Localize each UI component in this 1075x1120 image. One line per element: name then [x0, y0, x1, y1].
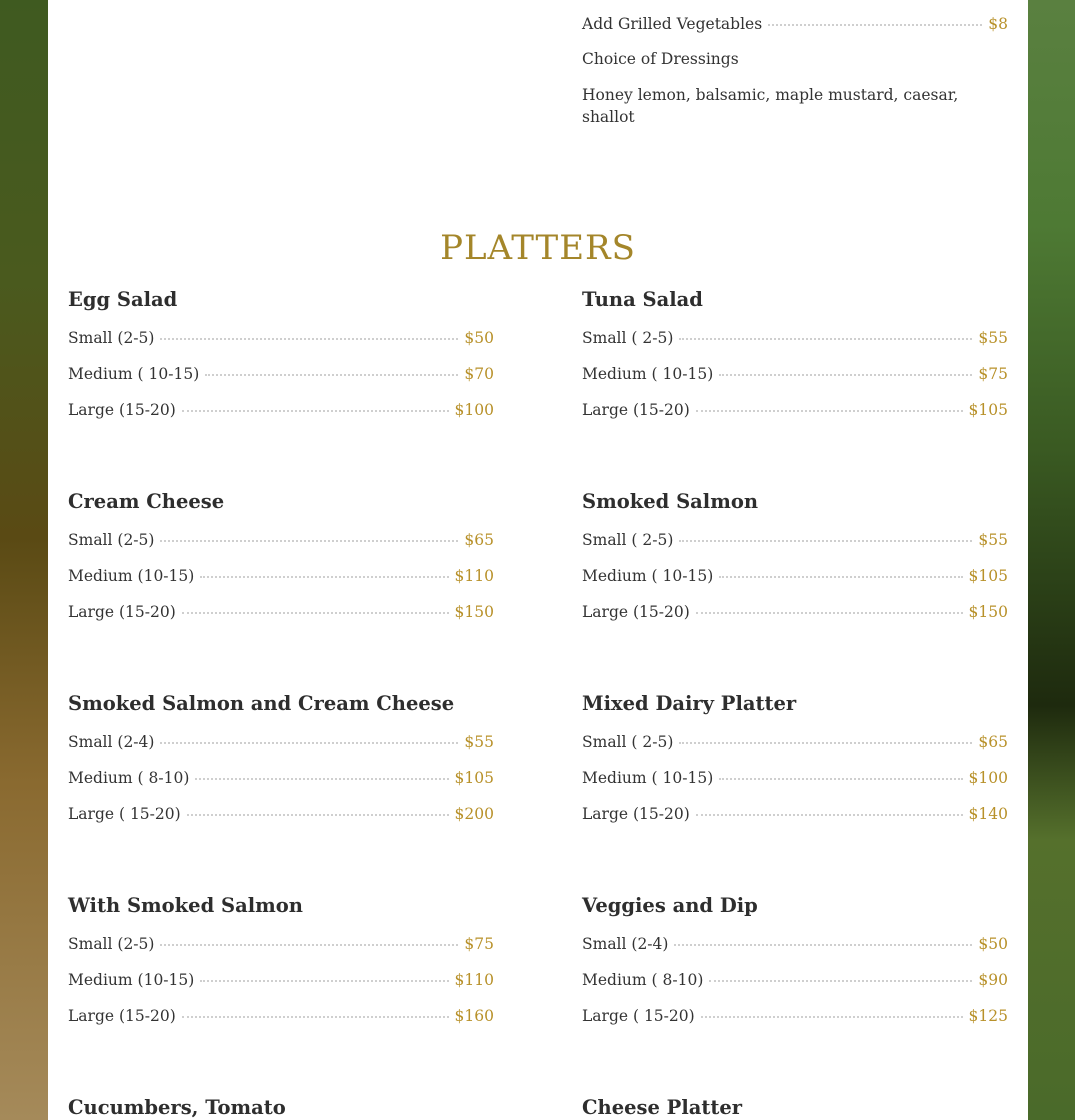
size-label: Small (2-5)	[68, 935, 155, 953]
dressings-heading: Choice of Dressings	[582, 50, 739, 68]
leader-dots	[200, 576, 448, 578]
leader-dots	[719, 576, 962, 578]
size-label: Large (15-20)	[68, 401, 176, 419]
size-label: Small (2-5)	[68, 329, 155, 347]
leader-dots	[768, 24, 982, 26]
platter-title: Cream Cheese	[68, 490, 225, 513]
platter-title: Smoked Salmon	[582, 490, 759, 513]
leader-dots	[709, 980, 972, 982]
menu-item-price: $8	[988, 15, 1008, 33]
size-price: $105	[968, 401, 1008, 419]
leader-dots	[679, 540, 972, 542]
size-price: $150	[968, 603, 1008, 621]
leader-dots	[182, 1016, 449, 1018]
dressings-list: Honey lemon, balsamic, maple mustard, caesar, shallot	[582, 86, 959, 126]
size-row	[582, 566, 1008, 586]
size-label: Small ( 2-5)	[582, 733, 674, 751]
platter-title: Cucumbers, Tomato	[68, 1096, 286, 1119]
platter-title: With Smoked Salmon	[68, 894, 303, 917]
size-label: Medium ( 10-15)	[582, 769, 714, 787]
menu-item-label: Add Grilled Vegetables	[582, 15, 763, 33]
size-label: Medium ( 10-15)	[582, 567, 714, 585]
size-price: $100	[454, 401, 494, 419]
platter-title: Cheese Platter	[582, 1096, 743, 1119]
size-row	[68, 768, 494, 788]
size-price: $100	[968, 769, 1008, 787]
size-price: $110	[454, 567, 494, 585]
size-row	[68, 328, 494, 348]
leader-dots	[195, 778, 448, 780]
leader-dots	[205, 374, 458, 376]
size-price: $65	[464, 531, 494, 549]
size-price: $140	[968, 805, 1008, 823]
size-label: Medium ( 8-10)	[582, 971, 704, 989]
size-row	[68, 804, 494, 824]
platter-title: Veggies and Dip	[582, 894, 758, 917]
leader-dots	[719, 778, 962, 780]
size-price: $55	[978, 329, 1008, 347]
section-title: PLATTERS	[440, 228, 636, 268]
leader-dots	[160, 338, 458, 340]
leader-dots	[696, 612, 963, 614]
size-row	[582, 1006, 1008, 1026]
leader-dots	[679, 338, 972, 340]
size-price: $70	[464, 365, 494, 383]
leader-dots	[182, 612, 449, 614]
size-price: $55	[464, 733, 494, 751]
platter-title: Mixed Dairy Platter	[582, 692, 797, 715]
size-price: $160	[454, 1007, 494, 1025]
platter-title: Egg Salad	[68, 288, 178, 311]
size-price: $75	[464, 935, 494, 953]
size-label: Medium (10-15)	[68, 567, 195, 585]
leader-dots	[719, 374, 972, 376]
size-price: $50	[464, 329, 494, 347]
leader-dots	[679, 742, 972, 744]
size-label: Medium ( 8-10)	[68, 769, 190, 787]
size-label: Small ( 2-5)	[582, 329, 674, 347]
size-price: $200	[454, 805, 494, 823]
size-label: Small (2-5)	[68, 531, 155, 549]
leader-dots	[160, 944, 458, 946]
size-label: Small ( 2-5)	[582, 531, 674, 549]
leader-dots	[160, 540, 458, 542]
size-row	[68, 364, 494, 384]
size-row	[68, 566, 494, 586]
size-row	[582, 732, 1008, 752]
background-right	[1028, 0, 1075, 1120]
size-price: $55	[978, 531, 1008, 549]
menu-item-row	[582, 14, 1008, 34]
size-row	[582, 934, 1008, 954]
size-row	[68, 602, 494, 622]
size-label: Large ( 15-20)	[582, 1007, 695, 1025]
menu-panel	[48, 0, 1028, 1120]
size-row	[582, 768, 1008, 788]
size-row	[582, 400, 1008, 420]
size-label: Large (15-20)	[582, 603, 690, 621]
size-price: $150	[454, 603, 494, 621]
size-row	[582, 328, 1008, 348]
size-row	[68, 970, 494, 990]
size-label: Medium ( 10-15)	[68, 365, 200, 383]
size-row	[68, 400, 494, 420]
leader-dots	[187, 814, 449, 816]
size-price: $105	[454, 769, 494, 787]
size-price: $110	[454, 971, 494, 989]
size-row	[68, 1006, 494, 1026]
leader-dots	[200, 980, 448, 982]
leader-dots	[674, 944, 972, 946]
size-row	[68, 732, 494, 752]
size-row	[68, 934, 494, 954]
size-price: $75	[978, 365, 1008, 383]
size-row	[582, 970, 1008, 990]
size-price: $105	[968, 567, 1008, 585]
platter-title: Tuna Salad	[582, 288, 703, 311]
leader-dots	[182, 410, 449, 412]
size-row	[582, 530, 1008, 550]
leader-dots	[160, 742, 458, 744]
size-row	[582, 364, 1008, 384]
size-label: Small (2-4)	[68, 733, 155, 751]
size-price: $90	[978, 971, 1008, 989]
size-label: Large (15-20)	[68, 1007, 176, 1025]
size-price: $65	[978, 733, 1008, 751]
size-price: $50	[978, 935, 1008, 953]
size-label: Medium ( 10-15)	[582, 365, 714, 383]
leader-dots	[696, 410, 963, 412]
size-label: Medium (10-15)	[68, 971, 195, 989]
leader-dots	[701, 1016, 963, 1018]
platter-title: Smoked Salmon and Cream Cheese	[68, 692, 455, 715]
size-label: Large (15-20)	[68, 603, 176, 621]
size-label: Large ( 15-20)	[68, 805, 181, 823]
size-row	[68, 530, 494, 550]
size-price: $125	[968, 1007, 1008, 1025]
size-label: Large (15-20)	[582, 401, 690, 419]
leader-dots	[696, 814, 963, 816]
size-label: Small (2-4)	[582, 935, 669, 953]
size-row	[582, 602, 1008, 622]
size-label: Large (15-20)	[582, 805, 690, 823]
size-row	[582, 804, 1008, 824]
